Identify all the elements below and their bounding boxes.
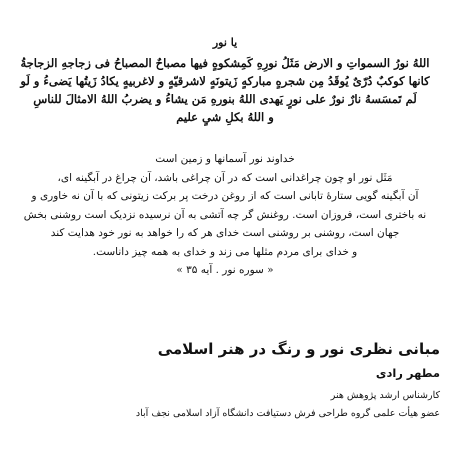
translation-line: نه باختری است، فروزان است. روغنش گر چه آتشی به آن نرسیده نزدیک است روشنی بخش xyxy=(23,208,427,221)
quran-verse xyxy=(8,54,442,126)
author-name: مطهر رادی xyxy=(375,366,440,380)
verse-line: لَم تَمسَسهُ نارٌ نورٌ علی نورٍ یَهدی اللهُ بنورهِ مَن یشاءُ و یضربُ اللهُ الامثالَ للناسِ xyxy=(33,92,417,106)
invocation-heading: یا نور xyxy=(212,36,238,49)
author-affiliation: عضو هیأت علمی گروه طراحی فرش دستیافت دانشگاه آزاد اسلامی نجف آباد xyxy=(135,408,440,419)
translation-line: جهان است، روشنی بر روشنی است خدای هر که را خواهد به نور خود هدایت کند xyxy=(50,227,400,239)
translation-line: و خدای برای مردم مثلها می زند و خدای به همه چیز داناست. xyxy=(92,245,358,258)
verse-translation xyxy=(10,150,440,280)
verse-line: کانها کوکبٌ دُرّیٌ یُوقَدُ مِن شجرهٍ مبارکهٍ زَیتونَهٍ لاشرقیّهٍ و لاغربیهٍ یکادُ زَیتُها یَضیءُ و لَو xyxy=(20,74,430,88)
author-degree: کارشناس ارشد پژوهش هنر xyxy=(330,390,440,401)
article-title: مبانی نظری نور و رنگ در هنر اسلامی xyxy=(157,340,440,358)
verse-line: اللهُ نورُ السمواتِ و الارض مَثَلُ نورِهِ کَمِشکوهٍ فیها مصباحٌ المصباحُ فی زجاجهِ الزجاجةُ xyxy=(20,56,430,70)
translation-line: آن آبگینه گویی ستارهٔ تابانی است که از روغن درخت پر برکت زیتونی که با آن نه خاوری و xyxy=(31,190,419,202)
translation-line: خداوند نور آسمانها و زمین است xyxy=(155,153,295,165)
translation-line: مَثَل نور او چون چراغدانی است که در آن چراغی باشد، آن چراغ در آبگینه ای، xyxy=(57,171,393,184)
verse-line: و اللهُ بکلِ شیٍ علیم xyxy=(176,110,274,124)
verse-reference: « سوره نور . آیه ۳۵ » xyxy=(176,264,274,276)
